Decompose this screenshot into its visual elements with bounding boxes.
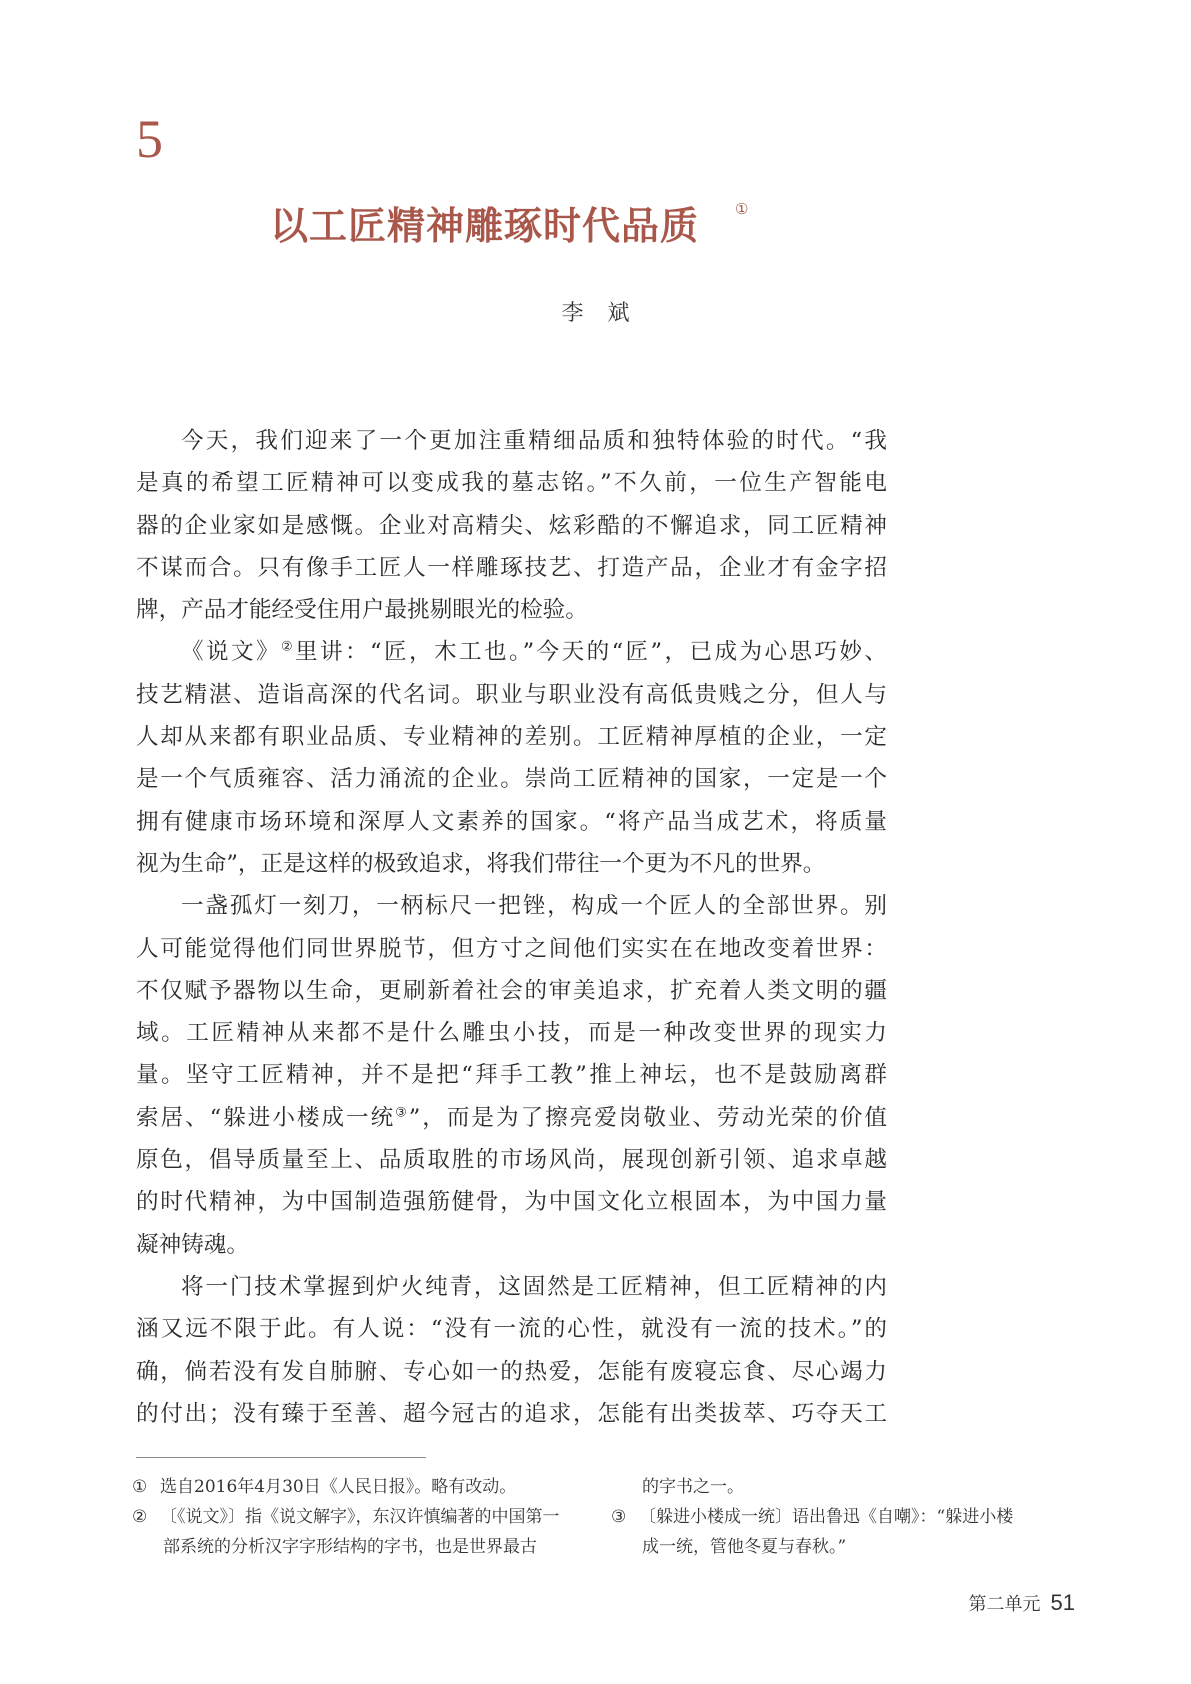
footnotes-right-column bbox=[611, 1472, 1072, 1562]
lesson-number: 5 bbox=[136, 109, 163, 169]
paragraph-3 bbox=[136, 885, 887, 1266]
footnote-ref-3: ③ bbox=[395, 1105, 409, 1121]
footnote-2-continued bbox=[132, 1532, 592, 1562]
text-line: 牌，产品才能经受住用户最挑剔眼光的检验。 bbox=[136, 597, 588, 624]
unit-label: 第二单元 bbox=[968, 1594, 1041, 1615]
text-line: 的时代精神，为中国制造强筋健骨，为中国文化立根固本，为中国力量 bbox=[136, 1189, 887, 1216]
footnote-text: 成一统，管他冬夏与春秋。” bbox=[642, 1537, 847, 1557]
text-line: 是真的希望工匠精神可以变成我的墓志铭。”不久前，一位生产智能电 bbox=[136, 470, 887, 497]
text-line: 将一门技术掌握到炉火纯青，这固然是工匠精神，但工匠精神的内 bbox=[181, 1273, 887, 1300]
text-line: 器的企业家如是感慨。企业对高精尖、炫彩酷的不懈追求，同工匠精神 bbox=[136, 512, 887, 539]
article-title: 以工匠精神雕琢时代品质 bbox=[270, 203, 700, 248]
footnote-2-continued bbox=[642, 1472, 1072, 1502]
text-line: 是一个气质雍容、活力涌流的企业。崇尚工匠精神的国家，一定是一个 bbox=[136, 766, 887, 793]
text-line: 的付出；没有臻于至善、超今冠古的追求，怎能有出类拔萃、巧夺天工 bbox=[136, 1400, 887, 1427]
author: 李斌 bbox=[561, 301, 654, 326]
text-line: 量。坚守工匠精神，并不是把“拜手工教”推上神坛，也不是鼓励离群 bbox=[136, 1062, 887, 1089]
text-line: 今天，我们迎来了一个更加注重精细品质和独特体验的时代。“我 bbox=[181, 428, 887, 454]
footnote-text: 〔躲进小楼成一统〕语出鲁迅《自嘲》：“躲进小楼 bbox=[639, 1507, 1014, 1527]
footnote-ref-2: ② bbox=[280, 639, 296, 655]
footnote-text: 选自2016年4月30日《人民日报》。略有改动。 bbox=[160, 1477, 517, 1497]
paragraph-1 bbox=[136, 420, 887, 631]
text-line: 不谋而合。只有像手工匠人一样雕琢技艺、打造产品，企业才有金字招 bbox=[136, 554, 887, 581]
footnote-text: 部系统的分析汉字字形结构的字书，也是世界最古 bbox=[163, 1537, 537, 1557]
text-line: 确，倘若没有发自肺腑、专心如一的热爱，怎能有废寝忘食、尽心竭力 bbox=[136, 1358, 887, 1385]
text-segment: 《说文》 bbox=[181, 639, 281, 666]
footnotes-left-column bbox=[132, 1472, 592, 1562]
footnote-number: ③ bbox=[611, 1507, 627, 1527]
text-line: 人却从来都有职业品质、专业精神的差别。工匠精神厚植的企业，一定 bbox=[136, 724, 887, 751]
text-line: 原色，倡导质量至上、品质取胜的市场风尚，展现创新引领、追求卓越 bbox=[136, 1147, 887, 1174]
text-line: 视为生命”，正是这样的极致追求，将我们带往一个更为不凡的世界。 bbox=[136, 850, 826, 877]
text-line bbox=[136, 1097, 887, 1139]
footnote-number: ② bbox=[132, 1507, 148, 1527]
text-segment: 索居、“躲进小楼成一统 bbox=[136, 1104, 396, 1131]
paragraph-2 bbox=[136, 631, 887, 885]
paragraph-4 bbox=[136, 1266, 887, 1435]
text-line: 人可能觉得他们同世界脱节，但方寸之间他们实实在在地改变着世界： bbox=[136, 935, 887, 962]
text-line: 技艺精湛、造诣高深的代名词。职业与职业没有高低贵贱之分，但人与 bbox=[136, 681, 887, 708]
text-line: 域。工匠精神从来都不是什么雕虫小技，而是一种改变世界的现实力 bbox=[136, 1020, 887, 1047]
page-number: 51 bbox=[1050, 1590, 1075, 1615]
text-line bbox=[136, 631, 887, 673]
footnote-text: 〔《说文》〕指《说文解字》，东汉许慎编著的中国第一 bbox=[160, 1507, 560, 1527]
footnote-text: 的字书之一。 bbox=[642, 1477, 744, 1497]
text-segment: ”，而是为了擦亮爱岗敬业、劳动光荣的价值 bbox=[408, 1104, 887, 1131]
footnote-3-continued bbox=[642, 1532, 1072, 1562]
page-footer bbox=[969, 1590, 1075, 1616]
article-body bbox=[136, 420, 887, 1435]
text-line: 一盏孤灯一刻刀，一柄标尺一把锉，构成一个匠人的全部世界。别 bbox=[181, 893, 887, 920]
footnote-3 bbox=[611, 1502, 1072, 1532]
footnote-1 bbox=[132, 1472, 592, 1502]
title-footnote-mark: ① bbox=[735, 200, 749, 218]
footnote-2 bbox=[132, 1502, 592, 1532]
text-line: 拥有健康市场环境和深厚人文素养的国家。“将产品当成艺术，将质量 bbox=[136, 808, 887, 835]
text-line: 不仅赋予器物以生命，更刷新着社会的审美追求，扩充着人类文明的疆 bbox=[136, 977, 887, 1004]
text-line: 涵又远不限于此。有人说：“没有一流的心性，就没有一流的技术。”的 bbox=[136, 1316, 887, 1343]
footnote-number: ① bbox=[132, 1477, 148, 1497]
footnote-divider bbox=[136, 1457, 426, 1458]
text-line: 凝神铸魂。 bbox=[136, 1231, 249, 1258]
text-segment: 里讲：“匠，木工也。”今天的“匠”，已成为心思巧妙、 bbox=[295, 639, 888, 666]
